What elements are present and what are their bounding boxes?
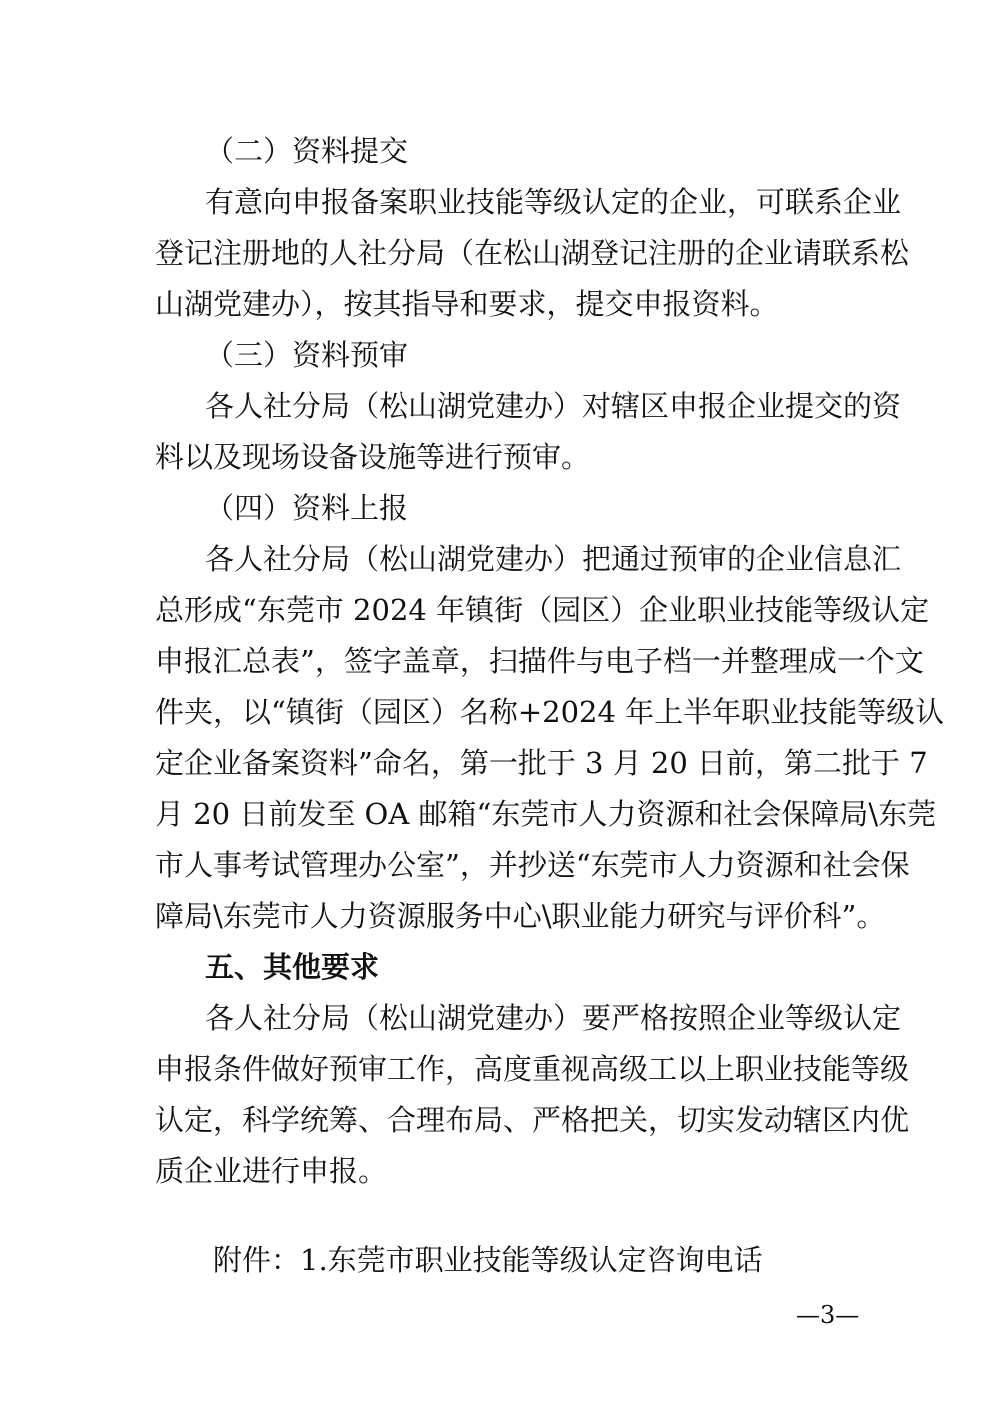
- paragraph-line: 各人社分局（松山湖党建办）要严格按照企业等级认定: [205, 1001, 902, 1035]
- paragraph-line: 月 20 日前发至 OA 邮箱“东莞市人力资源和社会保障局\东莞: [155, 797, 937, 831]
- paragraph-line: 市人事考试管理办公室”，并抄送“东莞市人力资源和社会保: [155, 848, 910, 882]
- paragraph-line: 申报汇总表”，签字盖章，扫描件与电子档一并整理成一个文: [155, 644, 924, 678]
- section-heading-submission: （二）资料提交: [205, 134, 409, 168]
- paragraph-line: 障局\东莞市人力资源服务中心\职业能力研究与评价科”。: [155, 899, 886, 933]
- attachment-line: 附件：1.东莞市职业技能等级认定咨询电话: [213, 1243, 763, 1277]
- paragraph-line: 料以及现场设备设施等进行预审。: [155, 440, 591, 474]
- paragraph-line: 有意向申报备案职业技能等级认定的企业，可联系企业: [205, 185, 902, 219]
- section-heading-reporting: （四）资料上报: [205, 491, 409, 525]
- paragraph-line: 质企业进行申报。: [155, 1154, 388, 1188]
- section-heading-other-requirements: 五、其他要求: [205, 950, 380, 984]
- paragraph-line: 各人社分局（松山湖党建办）对辖区申报企业提交的资: [205, 389, 902, 423]
- paragraph-line: 各人社分局（松山湖党建办）把通过预审的企业信息汇: [205, 542, 902, 576]
- section-heading-prereview: （三）资料预审: [205, 338, 409, 372]
- paragraph-line: 登记注册地的人社分局（在松山湖登记注册的企业请联系松: [155, 236, 910, 270]
- page-number: —3—: [796, 1301, 860, 1329]
- paragraph-line: 件夹，以“镇街（园区）名称+2024 年上半年职业技能等级认: [155, 695, 945, 729]
- paragraph-line: 定企业备案资料”命名，第一批于 3 月 20 日前，第二批于 7: [155, 746, 928, 780]
- paragraph-line: 申报条件做好预审工作，高度重视高级工以上职业技能等级: [155, 1052, 910, 1086]
- paragraph-line: 山湖党建办），按其指导和要求，提交申报资料。: [155, 287, 779, 321]
- paragraph-line: 认定，科学统筹、合理布局、严格把关，切实发动辖区内优: [155, 1103, 910, 1137]
- paragraph-line: 总形成“东莞市 2024 年镇街（园区）企业职业技能等级认定: [155, 593, 930, 627]
